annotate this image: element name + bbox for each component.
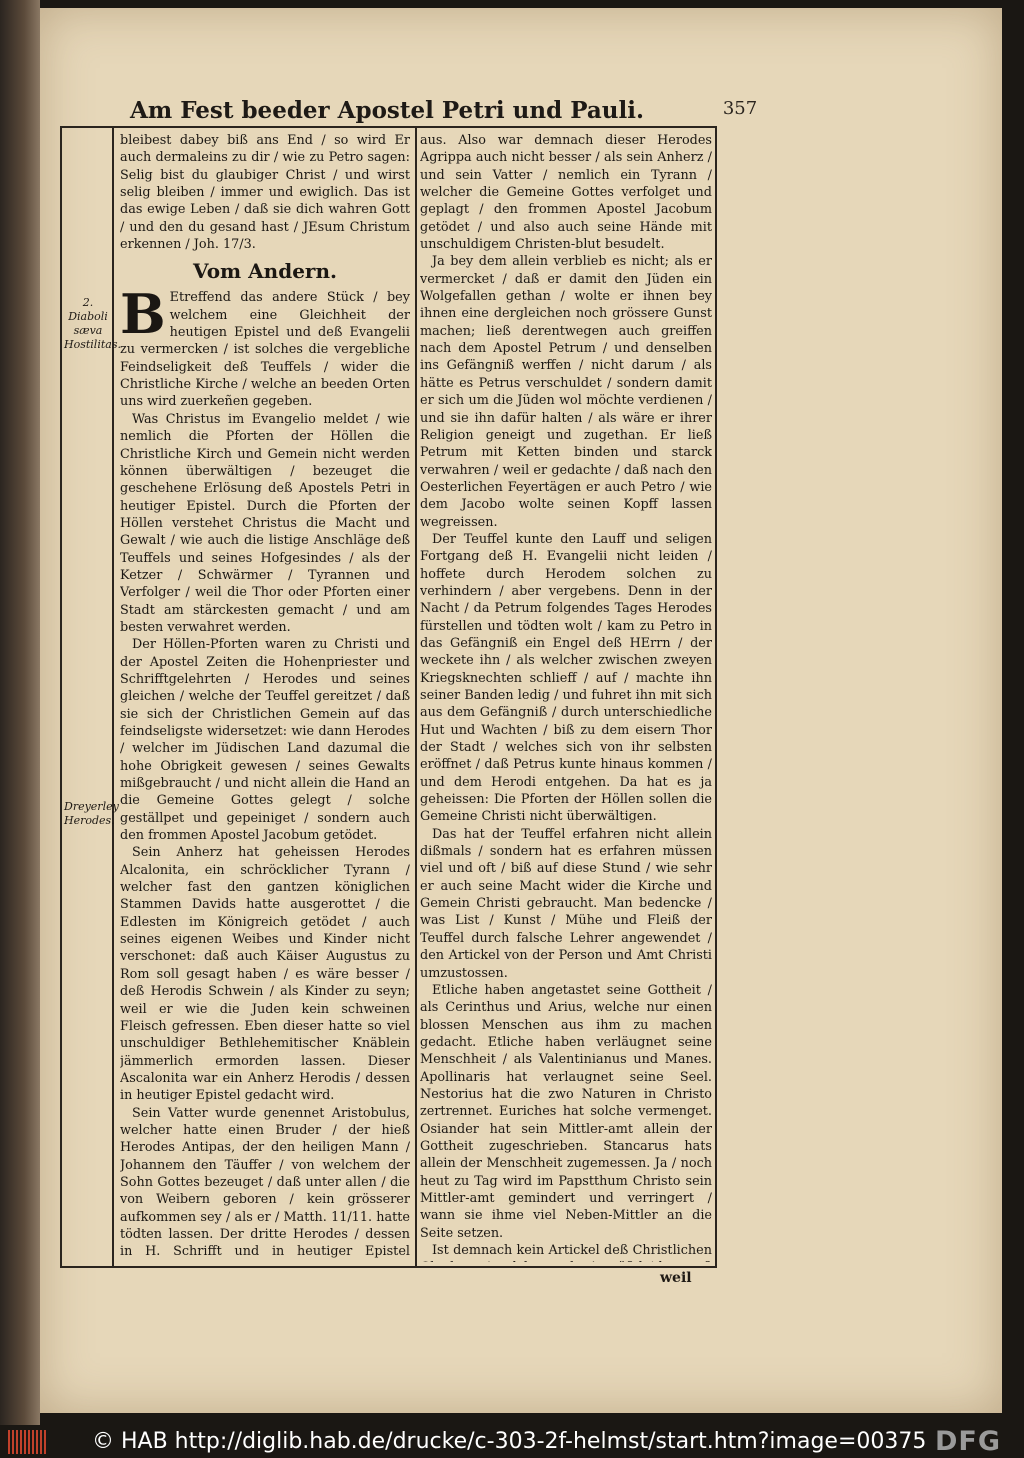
text-column-right [420,132,712,1262]
column-divider [415,128,417,1268]
marginal-note: Dreyerley Herodes. [64,800,119,827]
section-heading: Vom Andern. [193,259,337,284]
drop-capital: B [120,282,166,347]
paragraph: Sein Vatter wurde genennet Aristobulus, welcher hatte einen Bruder / der hieß Herodes Antipas, der den heiligen Mann / Johannem den Täuffer / von welchem der Sohn Gottes bezeuget / daß unter allen / die von Weibern geboren / kein grösserer aufkommen sey / als er / Matth. 11/11. hatte tödten lassen. Der dritte Herodes / dessen in H. Schrifft und in heutiger Epistel [120,1105,410,1260]
paragraph: bleibest dabey biß ans End / so wird Er auch dermaleins zu dir / wie zu Petro sagen: Selig bist du glaubiger Christ / und wirst selig bleiben / immer und ewiglich. Das ist das ewige Leben / daß sie dich wahren Gott / und den du gesand hast / JEsum Christum erkennen / Joh. 17/3. [120,133,410,253]
paragraph: Etliche haben angetastet seine Gottheit / als Cerinthus und Arius, welche nur einen blossen Menschen aus ihm zu machen gedacht. Etliche haben verläugnet seine Menschheit / als Valentinianus und Manes. Apollinaris hat verlaugnet seine Seel. Nestorius hat die zwo Naturen in Christo zertrennet. Euriches hat solche vermenget. Osiander hat sein Mittler-amt allein der Gottheit zugeschrieben. Stancarus hats allein der Menschheit zugemessen. Ja / noch heut zu Tag wird im Papstthum Christo sein Mittler-amt gemindert und verringert / wann sie ihme viel Neben-Mittler an die Seite setzen. [420,982,712,1241]
running-header: Am Fest beeder Apostel Petri und Pauli. [130,96,644,124]
paragraph: Sein Anherz hat geheissen Herodes Alcalonita, ein schröcklicher Tyrann / welcher fast den gantzen königlichen Stammen Davids hatte ausgerottet / die Edlesten im Königreich getödet / auch seines eigenen Weibes und Kinder nicht verschonet: daß auch Käiser Augustus zu Rom soll gesagt haben / es wäre besser / deß Herodis Schwein / als Kinder zu seyn; weil er wie die Juden kein schweinen Fleisch gefressen. Eben dieser hatte so viel unschuldiger Bethlehemitischer Knäblein jämmerlich ermorden lassen. Dieser Ascalonita war ein Anherz Herodis / dessen in heutiger Epistel gedacht wird. [120,845,410,1104]
paragraph: aus. Also war demnach dieser Herodes Agrippa auch nicht besser / als sein Anherz / und sein Vatter / nemlich ein Tyrann / welcher die Gemeine Gottes verfolget und geplagt / den frommen Apostel Jacobum getödet / und also auch seine Hände mit unschuldigem Christen-blut besudelt. [420,133,712,253]
paragraph: Das hat der Teuffel erfahren nicht allein dißmals / sondern hat es erfahren müssen viel und oft / biß auf diese Stund / wie sehr er auch seine Macht wider die Kirche und Gemein Christi gebraucht. Man bedencke / was List / Kunst / Mühe und Fleiß der Teuffel durch falsche Lehrer angewendet / den Artickel von der Person und Amt Christi umzustossen. [420,826,712,981]
paragraph: Ja bey dem allein verblieb es nicht; als er vermercket / daß er damit den Jüden ein Wolgefallen gethan / wolte er ihnen bey ihnen eine dergleichen noch grössere Gunst machen; ließ derentwegen auch greiffen nach dem Apostel Petrum / und denselben ins Gefängniß werffen / nicht darum / als hätte es Petrus verschuldet / sondern damit er sich um die Jüden wol möchte verdienen / und sie ihn dafür halten / als wäre er ihrer Religion geneigt und zugethan. Er ließ Petrum mit Ketten binden und starck verwahren / weil er gedachte / daß nach den Oesterlichen Feyertägen er auch Petro / wie dem Jacobo wolte seinen Kopff lassen wegreissen. [420,254,712,530]
paragraph: Der Teuffel kunte den Lauff und seligen Fortgang deß H. Evangelii nicht leiden / hoffete durch Herodem solchen zu verhindern / aber vergebens. Denn in der Nacht / da Petrum folgendes Tages Herodes fürstellen und tödten wolt / kam zu Petro in das Gefängniß ein Engel deß HErrn / der weckete ihn / als welcher zwischen zweyen Kriegsknechten schlieff / auf / machte ihn seiner Banden ledig / und fuhret ihn mit sich aus dem Gefängniß / durch unterschiedliche Hut und Wachten / biß zu dem eisern Thor der Stadt / welches sich von ihr selbsten eröffnet / daß Petrus kunte hinaus kommen / und dem Herodi entgehen. Da hat es ja geheissen: Die Pforten der Höllen sollen die Gemeine Christi nicht überwältigen. [420,531,712,825]
catchword: weil [660,1270,692,1286]
paragraph: Ist demnach kein Artickel deß Christlichen [432,1243,712,1258]
barcode-icon [8,1430,48,1454]
dfg-logo: DFG [935,1426,1002,1457]
paragraph: Was Christus im Evangelio meldet / wie nemlich die Pforten der Höllen die Christliche Kirch und Gemein nicht werden können überwältigen / bezeuget die geschehene Erlösung deß Apostels Petri in heutiger Epistel. Durch die Pforten der Höllen verstehet Christus die Macht und Gewalt / wie auch die listige Anschläge deß Teuffels und seines Hofgesindes / als der Ketzer / Schwärmer / Tyrannen und Verfolger / weil die Thor oder Pforten einer Stadt am stärckesten gemacht / und am besten verwahret werden. [120,411,410,635]
page-number: 357 [722,98,758,119]
paragraph: Der Höllen-Pforten waren zu Christi und der Apostel Zeiten die Hohenpriester und Schrifftgelehrten / Herodes und seines gleichen / welche der Teuffel gereitzet / daß sie sich der Christlichen Gemein auf das feindseligste widersetzet: wie dann Herodes / welcher im Jüdischen Land dazumal die hohe Obrigkeit gewesen / seines Gewalts mißgebraucht / und nicht allein die Hand an die Gemeine Gottes gelegt / solche geställpet und gepeiniget / sondern auch den frommen Apostel Jacobum getödet. [120,637,410,844]
marginal-note: 2. Diaboli sæva Hostilitas. [64,296,121,351]
text-column-left [120,132,410,1262]
paragraph [120,282,410,410]
book-edge-left [0,0,40,1425]
paragraph-text: Etreffend das andere Stück / bey welchem eine Gleichheit der heutigen Epistel und deß Evangelii zu vermercken / ist solches die vergebliche Feindseligkeit deß Teuffels / wider die Christliche Kirche / welche an beeden Orten uns wird zuerkeñen gegeben. [120,290,410,410]
source-credit-link[interactable]: © HAB http://diglib.hab.de/drucke/c-303-2f-helmst/start.htm?image=00375 [92,1429,927,1454]
